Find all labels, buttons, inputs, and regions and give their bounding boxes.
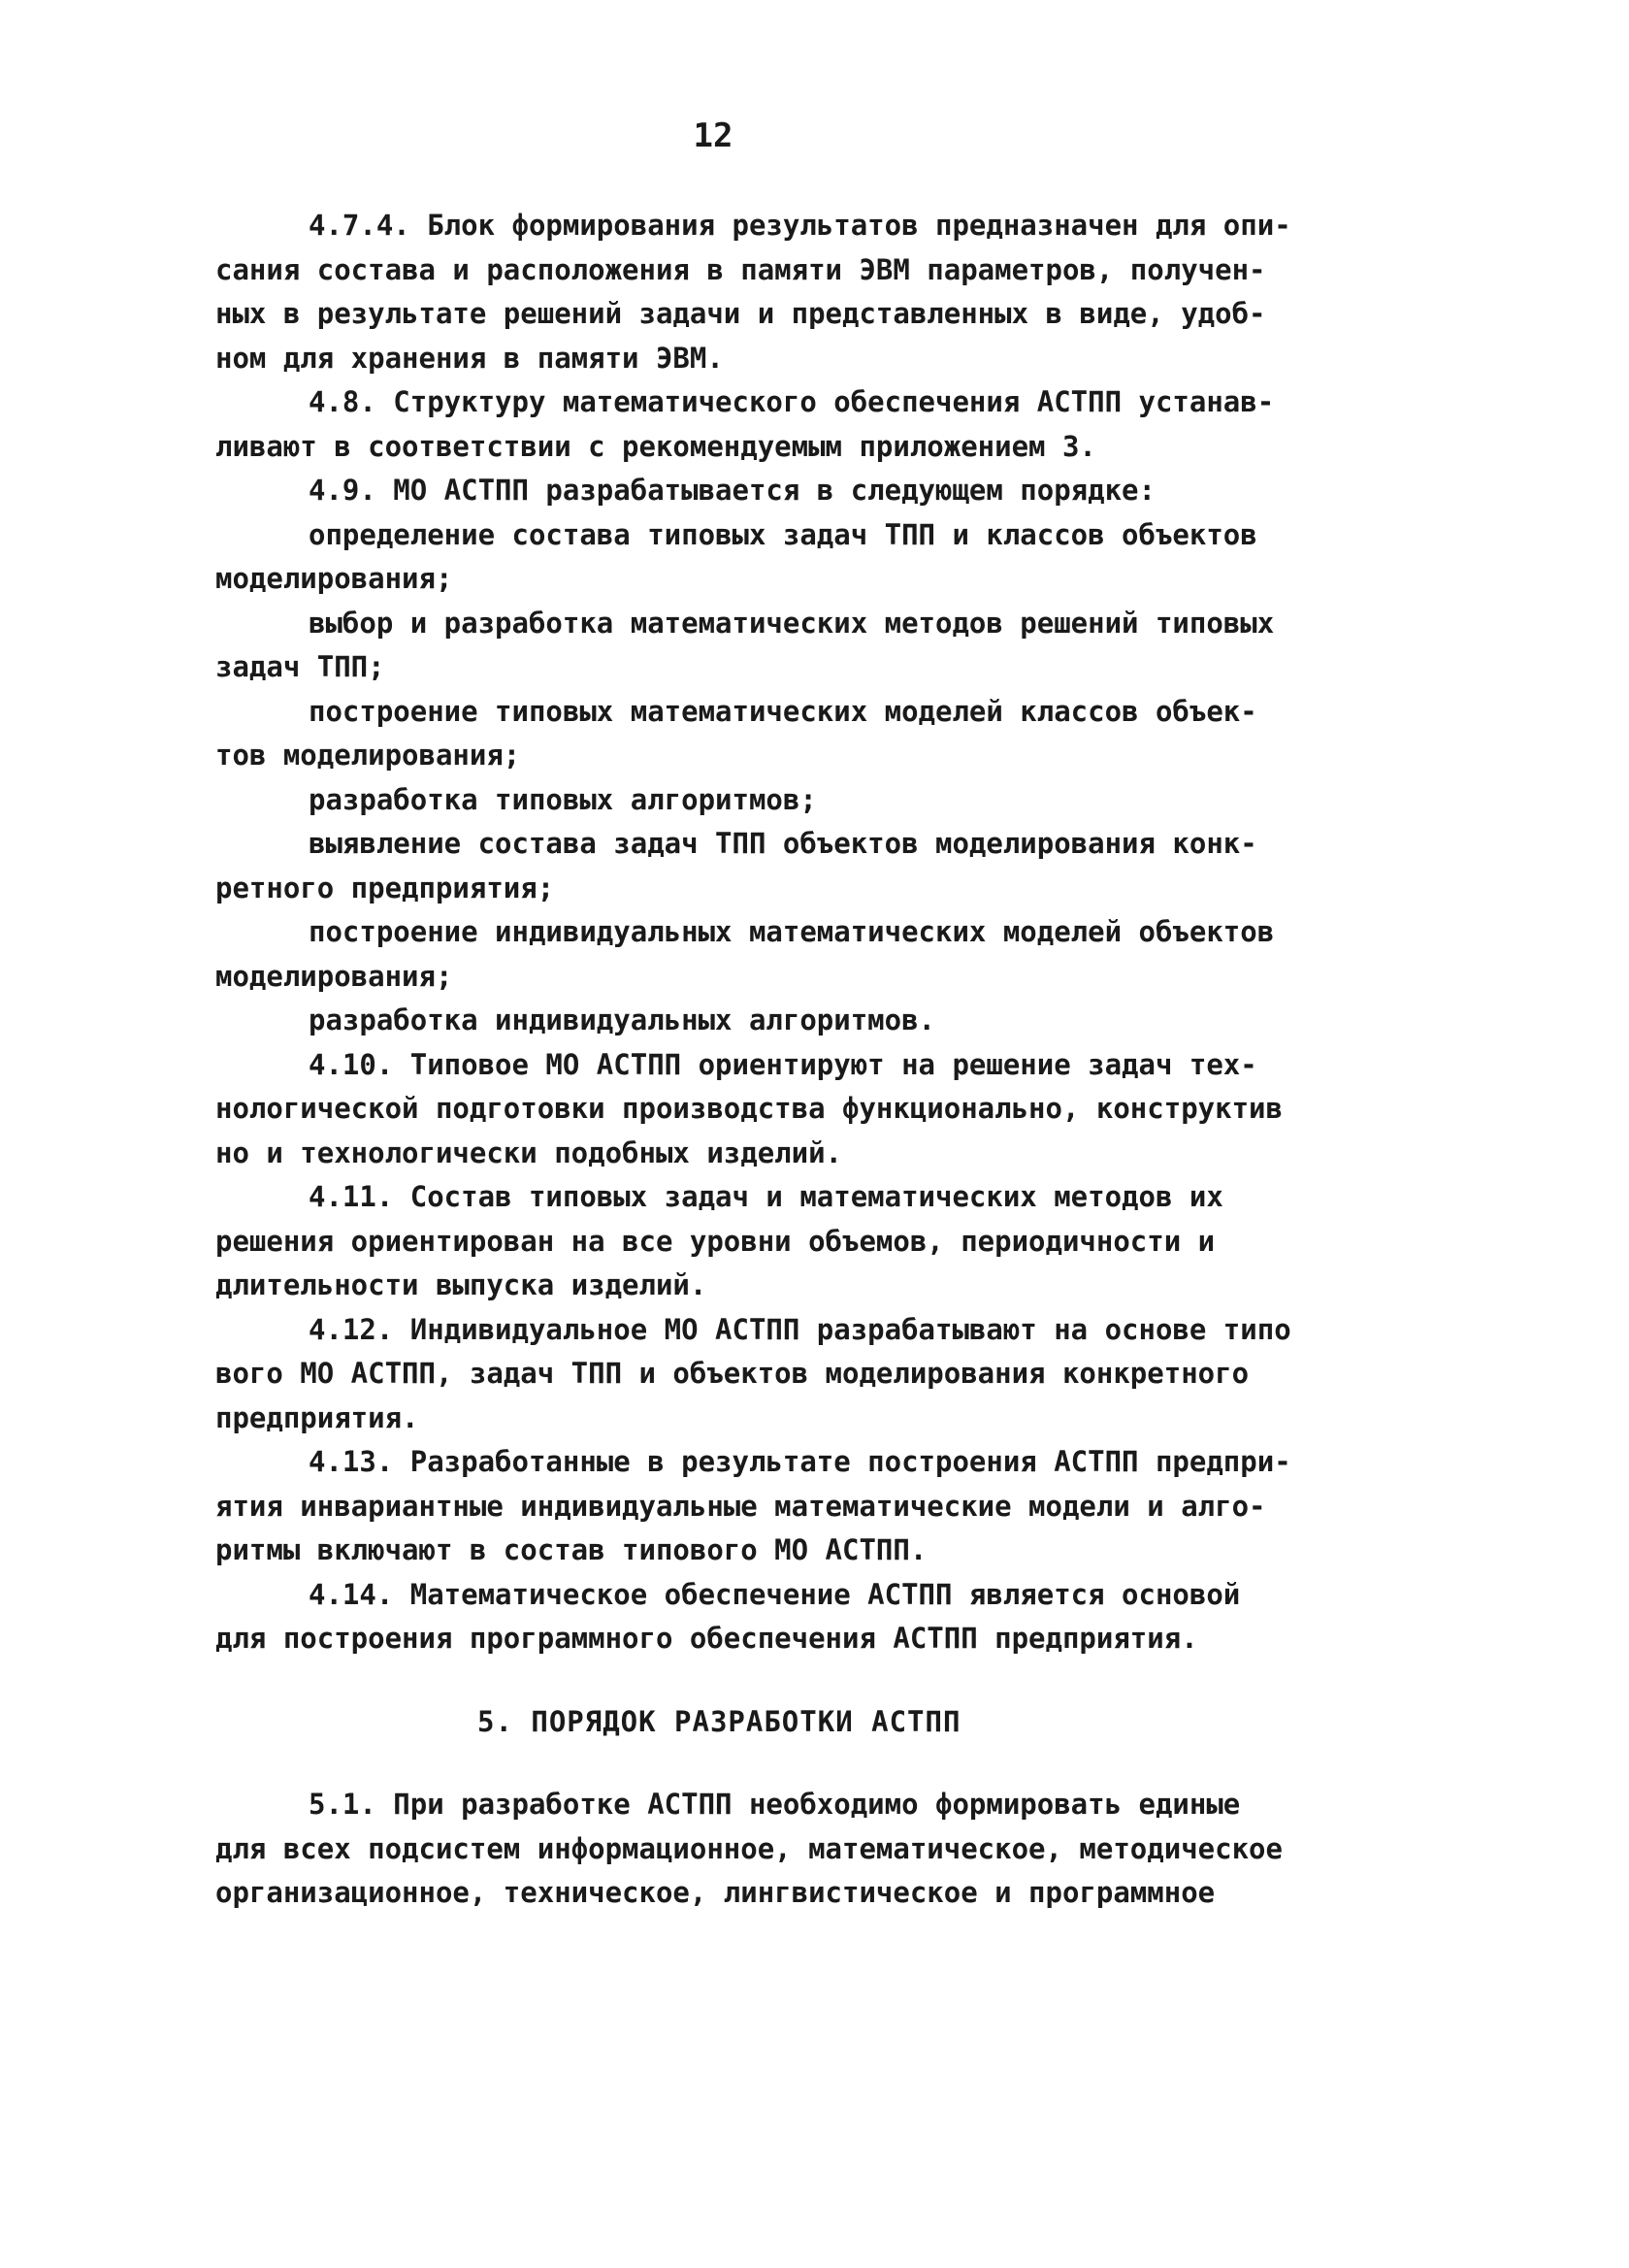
text-line: ном для хранения в памяти ЭВМ. xyxy=(215,341,724,375)
text-line: выявление состава задач ТПП объектов моделирования конк- xyxy=(309,827,1257,860)
text-line: для построения программного обеспечения АСТПП предприятия. xyxy=(215,1622,1198,1655)
text-line: вого МО АСТПП, задач ТПП и объектов моделирования конкретного xyxy=(215,1357,1250,1390)
list-item xyxy=(215,602,1341,690)
text-line: организационное, техническое, лингвистическое и программное xyxy=(215,1876,1216,1909)
text-line: 4.13. Разработанные в результате построения АСТПП предпри- xyxy=(309,1445,1291,1478)
text-line: длительности выпуска изделий. xyxy=(215,1268,707,1301)
text-line: 4.11. Состав типовых задач и математических методов их xyxy=(309,1180,1223,1213)
paragraph-4-9 xyxy=(215,469,1341,513)
text-line: ретного предприятия; xyxy=(215,871,555,904)
document-body xyxy=(215,204,1341,1916)
text-line: сания состава и расположения в памяти ЭВМ параметров, получен- xyxy=(215,252,1266,286)
text-line: ритмы включают в состав типового МО АСТПП. xyxy=(215,1533,928,1566)
text-line: ливают в соответствии с рекомендуемым приложением 3. xyxy=(215,429,1096,463)
list-item xyxy=(215,999,1341,1043)
text-line: но и технологически подобных изделий. xyxy=(215,1135,843,1169)
paragraph-4-7-4 xyxy=(215,204,1341,380)
text-line: предприятия. xyxy=(215,1400,419,1434)
text-line: разработка индивидуальных алгоритмов. xyxy=(309,1003,936,1036)
text-line: 4.10. Типовое МО АСТПП ориентируют на решение задач тех- xyxy=(309,1047,1257,1081)
text-line: задач ТПП; xyxy=(215,650,385,683)
text-line: нологической подготовки производства функционально, конструктив xyxy=(215,1092,1283,1125)
text-line: 4.14. Математическое обеспечение АСТПП является основой xyxy=(309,1577,1241,1611)
text-line: построение индивидуальных математических моделей объектов xyxy=(309,915,1275,948)
text-line: ных в результате решений задачи и представленных в виде, удоб- xyxy=(215,297,1266,330)
paragraph-4-14 xyxy=(215,1573,1341,1661)
list-4-9 xyxy=(215,513,1341,1043)
section-heading: 5. ПОРЯДОК РАЗРАБОТКИ АСТПП xyxy=(477,1704,961,1738)
paragraph-4-10 xyxy=(215,1043,1341,1176)
text-line: для всех подсистем информационное, математическое, методическое xyxy=(215,1831,1283,1865)
text-line: 4.9. МО АСТПП разрабатывается в следующем порядке: xyxy=(309,474,1156,507)
paragraph-5-1 xyxy=(215,1783,1341,1916)
text-line: разработка типовых алгоритмов; xyxy=(309,782,817,816)
text-line: 5.1. При разработке АСТПП необходимо формировать единые xyxy=(309,1788,1241,1821)
text-line: 4.7.4. Блок формирования результатов предназначен для опи- xyxy=(309,209,1291,242)
list-item xyxy=(215,910,1341,999)
paragraph-4-13 xyxy=(215,1440,1341,1573)
text-line: тов моделирования; xyxy=(215,739,521,772)
list-item xyxy=(215,822,1341,910)
text-line: определение состава типовых задач ТПП и классов объектов xyxy=(309,517,1257,551)
text-line: 4.12. Индивидуальное МО АСТПП разрабатывают на основе типо xyxy=(309,1312,1291,1346)
list-item xyxy=(215,778,1341,823)
paragraph-4-12 xyxy=(215,1308,1341,1441)
text-line: ятия инвариантные индивидуальные математические модели и алго- xyxy=(215,1489,1266,1523)
list-item xyxy=(215,513,1341,602)
text-line: моделирования; xyxy=(215,562,453,595)
text-line: моделирования; xyxy=(215,959,453,993)
text-line: выбор и разработка математических методов решений типовых xyxy=(309,606,1275,640)
text-line: 4.8. Структуру математического обеспечения АСТПП устанав- xyxy=(309,385,1275,418)
page-number: 12 xyxy=(693,116,733,155)
list-item xyxy=(215,690,1341,778)
paragraph-4-11 xyxy=(215,1175,1341,1308)
text-line: решения ориентирован на все уровни объемов, периодичности и xyxy=(215,1224,1216,1258)
text-line: построение типовых математических моделей классов объек- xyxy=(309,694,1257,728)
paragraph-4-8 xyxy=(215,380,1341,469)
